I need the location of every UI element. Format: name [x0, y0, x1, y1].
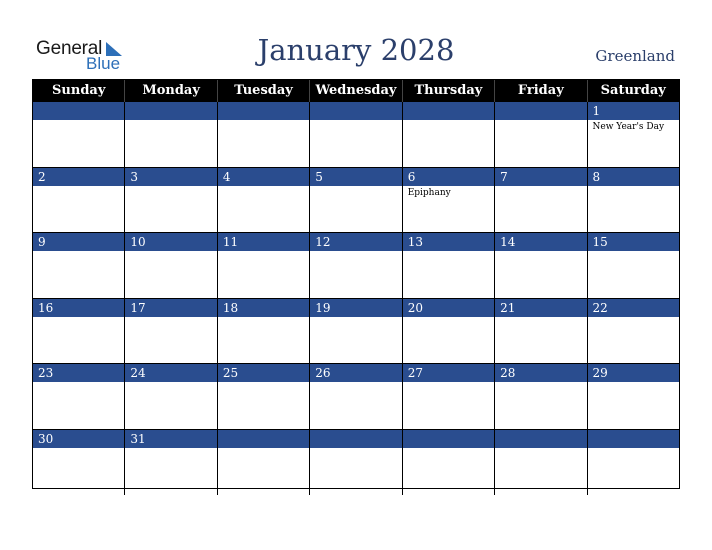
- day-cell[interactable]: [310, 233, 402, 298]
- week-row: [33, 102, 679, 167]
- day-number: 23: [33, 364, 124, 382]
- holiday-label: [310, 251, 401, 253]
- day-cell[interactable]: [125, 168, 217, 233]
- day-cell[interactable]: [125, 299, 217, 364]
- day-cell[interactable]: [310, 299, 402, 364]
- day-cell[interactable]: [403, 430, 495, 495]
- day-cell[interactable]: [125, 233, 217, 298]
- week-row: [33, 298, 679, 364]
- calendar-title: January 2028: [257, 33, 455, 67]
- day-number: 20: [403, 299, 494, 317]
- weekday-tuesday: Tuesday: [218, 80, 310, 102]
- week-row: [33, 429, 679, 495]
- day-number: 11: [218, 233, 309, 251]
- day-cell[interactable]: [495, 364, 587, 429]
- day-cell[interactable]: [218, 364, 310, 429]
- day-cell[interactable]: [588, 299, 679, 364]
- day-number: 2: [33, 168, 124, 186]
- day-cell[interactable]: [33, 102, 125, 167]
- day-number: [495, 430, 586, 448]
- day-cell[interactable]: [125, 364, 217, 429]
- day-cell[interactable]: [403, 364, 495, 429]
- holiday-label: Epiphany: [407, 187, 451, 198]
- day-cell[interactable]: [588, 430, 679, 495]
- day-number: 1: [588, 102, 679, 120]
- day-cell[interactable]: [310, 168, 402, 233]
- day-number: 29: [588, 364, 679, 382]
- day-number: [588, 430, 679, 448]
- holiday-label: [218, 382, 309, 384]
- logo-general-text: General: [36, 38, 103, 59]
- day-cell[interactable]: [310, 430, 402, 495]
- holiday-label: [125, 120, 216, 122]
- day-cell[interactable]: [495, 299, 587, 364]
- holiday-label: [310, 120, 401, 122]
- holiday-label: [218, 120, 309, 122]
- day-number: [310, 430, 401, 448]
- holiday-label: [495, 382, 586, 384]
- day-number: [125, 102, 216, 120]
- holiday-label: [495, 448, 586, 450]
- logo-blue-text: Blue: [86, 54, 121, 73]
- day-cell[interactable]: [495, 430, 587, 495]
- day-number: 13: [403, 233, 494, 251]
- holiday-label: [495, 120, 586, 122]
- holiday-label: [403, 382, 494, 384]
- holiday-label: [218, 186, 309, 188]
- day-cell[interactable]: [218, 168, 310, 233]
- day-cell[interactable]: [125, 102, 217, 167]
- day-number: 16: [33, 299, 124, 317]
- day-number: 19: [310, 299, 401, 317]
- weekday-sunday: Sunday: [33, 80, 125, 102]
- day-number: [33, 102, 124, 120]
- day-number: 28: [495, 364, 586, 382]
- holiday-label: [403, 120, 494, 122]
- holiday-label: [310, 317, 401, 319]
- week-row: [33, 232, 679, 298]
- day-cell[interactable]: [495, 102, 587, 167]
- day-cell[interactable]: [403, 168, 495, 233]
- holiday-label: [125, 382, 216, 384]
- calendar-grid: [32, 79, 680, 489]
- day-number: [218, 430, 309, 448]
- holiday-label: [588, 251, 679, 253]
- holiday-label: [588, 448, 679, 450]
- day-number: 22: [588, 299, 679, 317]
- day-cell[interactable]: [33, 430, 125, 495]
- day-cell[interactable]: [588, 102, 679, 167]
- day-number: 31: [125, 430, 216, 448]
- day-number: 5: [310, 168, 401, 186]
- day-number: 15: [588, 233, 679, 251]
- day-number: 26: [310, 364, 401, 382]
- holiday-label: [218, 317, 309, 319]
- holiday-label: [495, 186, 586, 188]
- holiday-label: [33, 186, 124, 188]
- region-label: Greenland: [595, 47, 675, 65]
- day-cell[interactable]: [218, 233, 310, 298]
- holiday-label: [33, 120, 124, 122]
- holiday-label: [218, 448, 309, 450]
- day-number: 6: [403, 168, 494, 186]
- day-number: 10: [125, 233, 216, 251]
- week-row: [33, 363, 679, 429]
- weekday-thursday: Thursday: [403, 80, 495, 102]
- day-cell[interactable]: [588, 233, 679, 298]
- holiday-label: [310, 448, 401, 450]
- weekday-monday: Monday: [125, 80, 217, 102]
- day-number: 4: [218, 168, 309, 186]
- day-number: [403, 102, 494, 120]
- day-cell[interactable]: [588, 168, 679, 233]
- holiday-label: [495, 251, 586, 253]
- day-cell[interactable]: [218, 299, 310, 364]
- holiday-label: [588, 382, 679, 384]
- day-number: 9: [33, 233, 124, 251]
- holiday-label: [125, 448, 216, 450]
- day-number: 8: [588, 168, 679, 186]
- day-cell[interactable]: [33, 168, 125, 233]
- holiday-label: [125, 251, 216, 253]
- holiday-label: [403, 448, 494, 450]
- holiday-label: [33, 317, 124, 319]
- day-number: 18: [218, 299, 309, 317]
- day-cell[interactable]: [403, 102, 495, 167]
- day-number: 14: [495, 233, 586, 251]
- day-cell[interactable]: [33, 299, 125, 364]
- day-number: 3: [125, 168, 216, 186]
- holiday-label: New Year's Day: [592, 122, 665, 132]
- holiday-label: [33, 382, 124, 384]
- day-cell[interactable]: [403, 299, 495, 364]
- holiday-label: [403, 251, 494, 253]
- weekday-header: [33, 80, 679, 102]
- day-cell[interactable]: [33, 364, 125, 429]
- holiday-label: [125, 186, 216, 188]
- day-cell[interactable]: [218, 430, 310, 495]
- holiday-label: [495, 317, 586, 319]
- weekday-friday: Friday: [495, 80, 587, 102]
- day-number: 30: [33, 430, 124, 448]
- holiday-label: [588, 186, 679, 188]
- day-cell[interactable]: [310, 364, 402, 429]
- holiday-label: [218, 251, 309, 253]
- holiday-label: [33, 251, 124, 253]
- day-number: 12: [310, 233, 401, 251]
- day-number: [310, 102, 401, 120]
- day-number: [218, 102, 309, 120]
- day-number: 27: [403, 364, 494, 382]
- weeks-container: [33, 102, 679, 495]
- holiday-label: [588, 317, 679, 319]
- day-cell[interactable]: [403, 233, 495, 298]
- day-cell[interactable]: [33, 233, 125, 298]
- day-number: [403, 430, 494, 448]
- day-cell[interactable]: [310, 102, 402, 167]
- day-cell[interactable]: [588, 364, 679, 429]
- day-number: [495, 102, 586, 120]
- day-cell[interactable]: [495, 168, 587, 233]
- day-number: 17: [125, 299, 216, 317]
- day-cell[interactable]: [218, 102, 310, 167]
- holiday-label: [403, 317, 494, 319]
- day-cell[interactable]: [495, 233, 587, 298]
- week-row: [33, 167, 679, 233]
- weekday-saturday: Saturday: [600, 83, 666, 98]
- day-number: 7: [495, 168, 586, 186]
- holiday-label: [125, 317, 216, 319]
- weekday-wednesday: Wednesday: [310, 80, 402, 102]
- day-number: 25: [218, 364, 309, 382]
- holiday-label: [310, 382, 401, 384]
- day-number: 24: [125, 364, 216, 382]
- holiday-label: [33, 448, 124, 450]
- holiday-label: [310, 186, 401, 188]
- day-cell[interactable]: [125, 430, 217, 495]
- day-number: 21: [495, 299, 586, 317]
